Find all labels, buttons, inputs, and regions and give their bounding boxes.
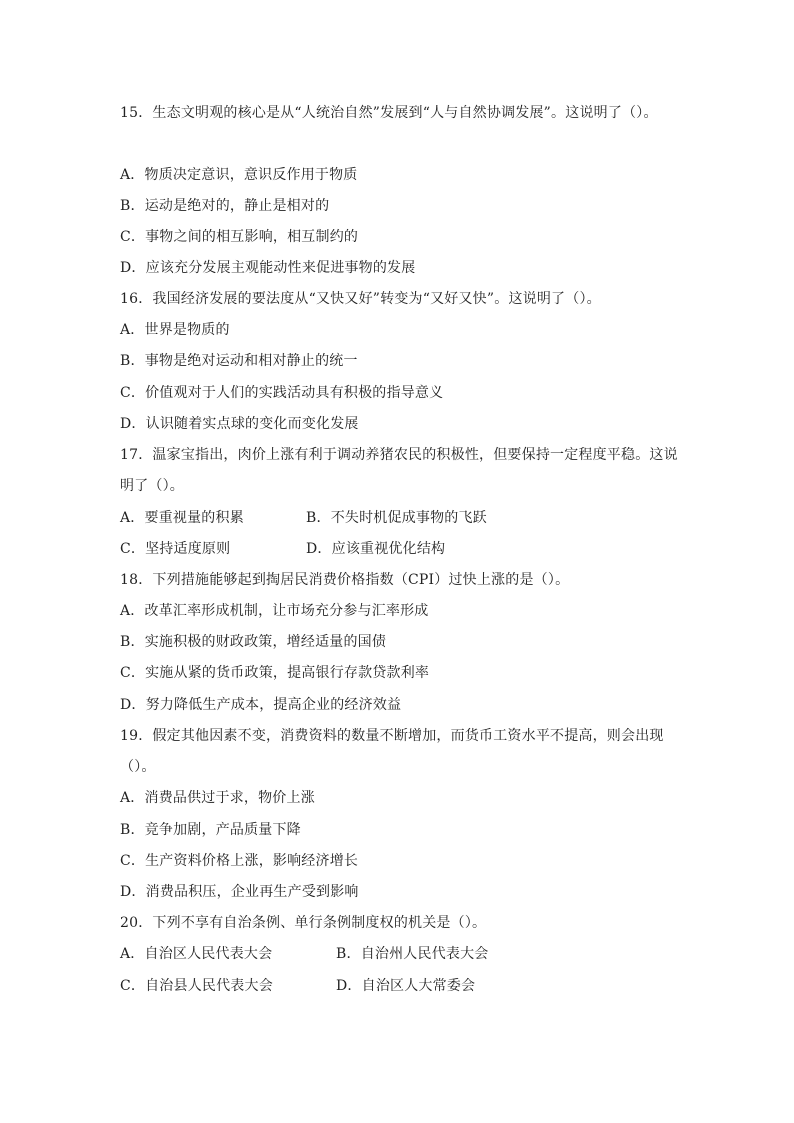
- question-16-option-c: C．价值观对于人们的实践活动具有积极的指导意义: [120, 385, 444, 401]
- question-20-option-d: D．自治区人大常委会: [336, 978, 476, 994]
- question-15-stem: 15．生态文明观的核心是从“人统治自然”发展到“人与自然协调发展”。这说明了（）。: [120, 105, 658, 121]
- question-20-stem: 20．下列不享有自治条例、单行条例制度权的机关是（）。: [120, 915, 487, 931]
- question-18-option-d: D．努力降低生产成本，提高企业的经济效益: [120, 697, 402, 713]
- question-17-option-b: B．不失时机促成事物的飞跃: [306, 510, 487, 526]
- question-20-option-b: B．自治州人民代表大会: [336, 946, 489, 962]
- question-17-stem-line-1: 17．温家宝指出，肉价上涨有利于调动养猪农民的积极性，但要保持一定程度平稳。这说: [120, 447, 678, 463]
- question-16-option-b: B．事物是绝对运动和相对静止的统一: [120, 353, 358, 369]
- question-15-option-d: D．应该充分发展主观能动性来促进事物的发展: [120, 260, 416, 276]
- question-16-option-a: A．世界是物质的: [120, 322, 230, 338]
- question-15-option-c: C．事物之间的相互影响，相互制约的: [120, 229, 359, 245]
- question-19-option-d: D．消费品积压，企业再生产受到影响: [120, 884, 359, 900]
- question-18-option-b: B．实施积极的财政政策，增经适量的国债: [120, 634, 387, 650]
- question-19-option-a: A．消费品供过于求，物价上涨: [120, 790, 315, 806]
- question-17-option-a: A．要重视量的积累: [120, 510, 244, 526]
- question-16-option-d: D．认识随着实点球的变化而变化发展: [120, 416, 359, 432]
- question-19-stem-line-2: （）。: [120, 759, 156, 775]
- question-15-option-a: A．物质决定意识，意识反作用于物质: [120, 167, 358, 183]
- question-18-stem: 18．下列措施能够起到掏居民消费价格指数（CPI）过快上涨的是（）。: [120, 572, 570, 588]
- question-18-option-c: C．实施从紧的货币政策，提高银行存款贷款利率: [120, 665, 430, 681]
- question-15-option-b: B．运动是绝对的，静止是相对的: [120, 198, 330, 214]
- question-19-stem-line-1: 19．假定其他因素不变，消费资料的数量不断增加，而货币工资水平不提高，则会出现: [120, 728, 664, 744]
- question-19-option-c: C．生产资料价格上涨，影响经济增长: [120, 853, 359, 869]
- question-18-option-a: A．改革汇率形成机制，让市场充分参与汇率形成: [120, 603, 429, 619]
- question-17-option-c: C．坚持适度原则: [120, 541, 231, 557]
- question-19-option-b: B．竞争加剧，产品质量下降: [120, 822, 301, 838]
- question-17-stem-line-2: 明了（）。: [120, 478, 184, 494]
- question-16-stem: 16．我国经济发展的要法度从“又快又好”转变为“又好又快”。这说明了（）。: [120, 291, 601, 307]
- question-17-option-d: D．应该重视优化结构: [306, 541, 446, 557]
- question-20-option-c: C．自治县人民代表大会: [120, 978, 273, 994]
- question-20-option-a: A．自治区人民代表大会: [120, 946, 273, 962]
